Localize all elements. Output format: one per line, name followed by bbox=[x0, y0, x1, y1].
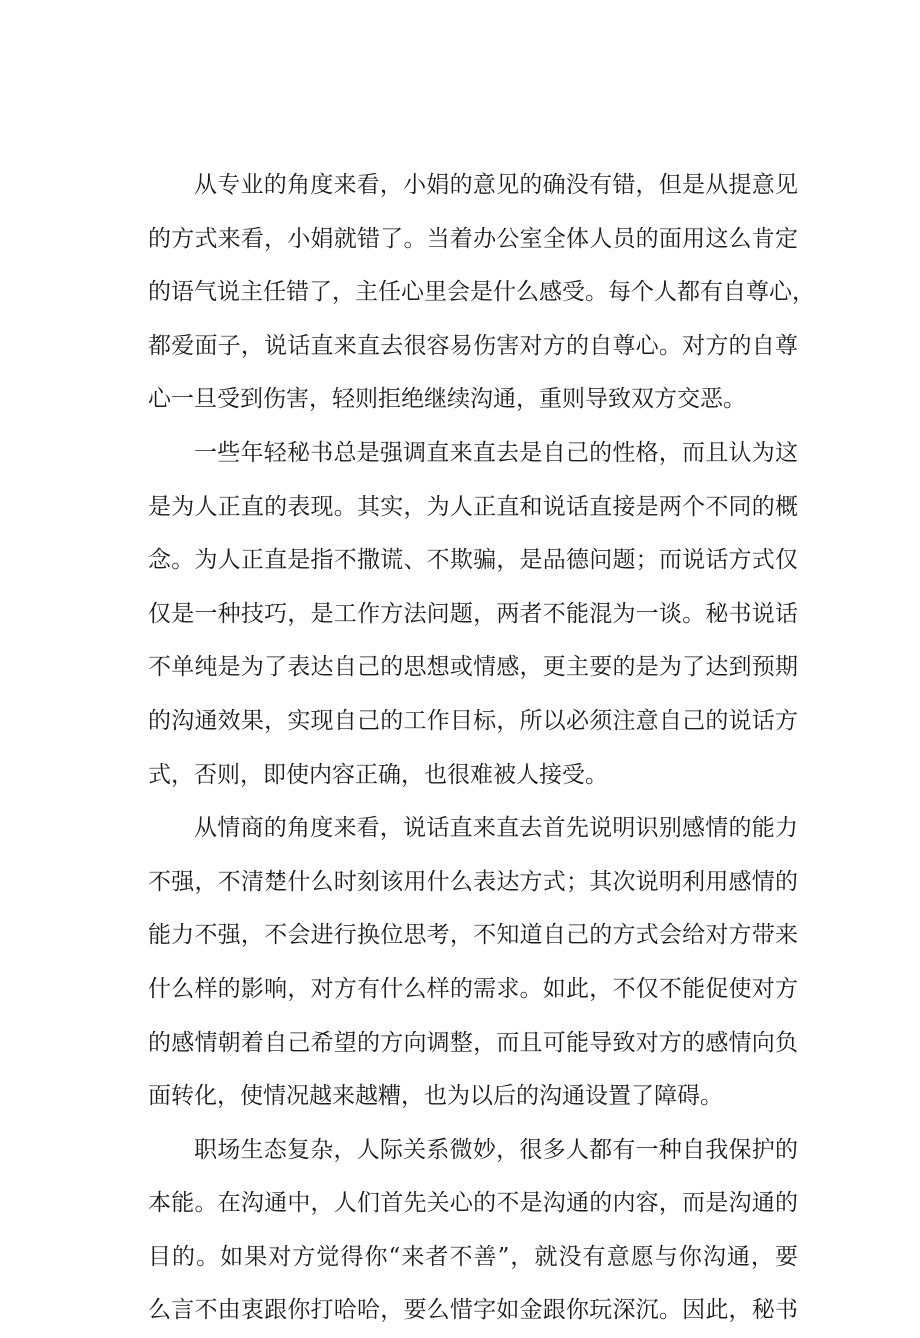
paragraph-2 bbox=[148, 427, 798, 802]
paragraph-line: 本能。在沟通中，人们首先关心的不是沟通的内容，而是沟通的 bbox=[148, 1190, 798, 1217]
paragraph-line: 什么样的影响，对方有什么样的需求。如此，不仅不能促使对方 bbox=[148, 975, 798, 1002]
paragraph-line: 目的。如果对方觉得你“来者不善”，就没有意愿与你沟通，要 bbox=[148, 1243, 798, 1270]
paragraph-1 bbox=[148, 159, 815, 427]
paragraph-line: 的语气说主任错了，主任心里会是什么感受。每个人都有自尊心， bbox=[148, 279, 815, 306]
paragraph-line: 式，否则，即使内容正确，也很难被人接受。 bbox=[148, 761, 608, 788]
paragraph-line: 都爱面子，说话直来直去很容易伤害对方的自尊心。对方的自尊 bbox=[148, 332, 798, 359]
paragraph-line: 是为人正直的表现。其实，为人正直和说话直接是两个不同的概 bbox=[148, 493, 798, 520]
paragraph-line: 职场生态复杂，人际关系微妙，很多人都有一种自我保护的 bbox=[194, 1136, 798, 1163]
paragraph-line: 面转化，使情况越来越糟，也为以后的沟通设置了障碍。 bbox=[148, 1083, 723, 1110]
paragraph-line: 从专业的角度来看，小娟的意见的确没有错，但是从提意见 bbox=[194, 172, 798, 198]
paragraph-line: 不单纯是为了表达自己的思想或情感，更主要的是为了达到预期 bbox=[148, 654, 798, 681]
paragraph-line: 么言不由衷跟你打哈哈，要么惜字如金跟你玩深沉。因此，秘书 bbox=[148, 1297, 798, 1324]
paragraph-line: 从情商的角度来看，说话直来直去首先说明识别感情的能力 bbox=[194, 815, 798, 842]
paragraph-4 bbox=[148, 1124, 798, 1338]
paragraph-line: 一些年轻秘书总是强调直来直去是自己的性格，而且认为这 bbox=[194, 439, 798, 466]
document-body bbox=[148, 159, 815, 1338]
paragraph-3 bbox=[148, 802, 798, 1124]
paragraph-line: 的感情朝着自己希望的方向调整，而且可能导致对方的感情向负 bbox=[148, 1029, 798, 1056]
paragraph-line: 仅是一种技巧，是工作方法问题，两者不能混为一谈。秘书说话 bbox=[148, 600, 798, 627]
paragraph-line: 不强，不清楚什么时刻该用什么表达方式；其次说明利用感情的 bbox=[148, 868, 798, 895]
paragraph-line: 的方式来看，小娟就错了。当着办公室全体人员的面用这么肯定 bbox=[148, 225, 798, 252]
paragraph-line: 心一旦受到伤害，轻则拒绝继续沟通，重则导致双方交恶。 bbox=[148, 386, 746, 413]
paragraph-line: 的沟通效果，实现自己的工作目标，所以必须注意自己的说话方 bbox=[148, 707, 798, 734]
paragraph-line: 能力不强，不会进行换位思考，不知道自己的方式会给对方带来 bbox=[148, 922, 798, 949]
paragraph-line: 念。为人正直是指不撒谎、不欺骗，是品德问题；而说话方式仅 bbox=[148, 547, 798, 574]
